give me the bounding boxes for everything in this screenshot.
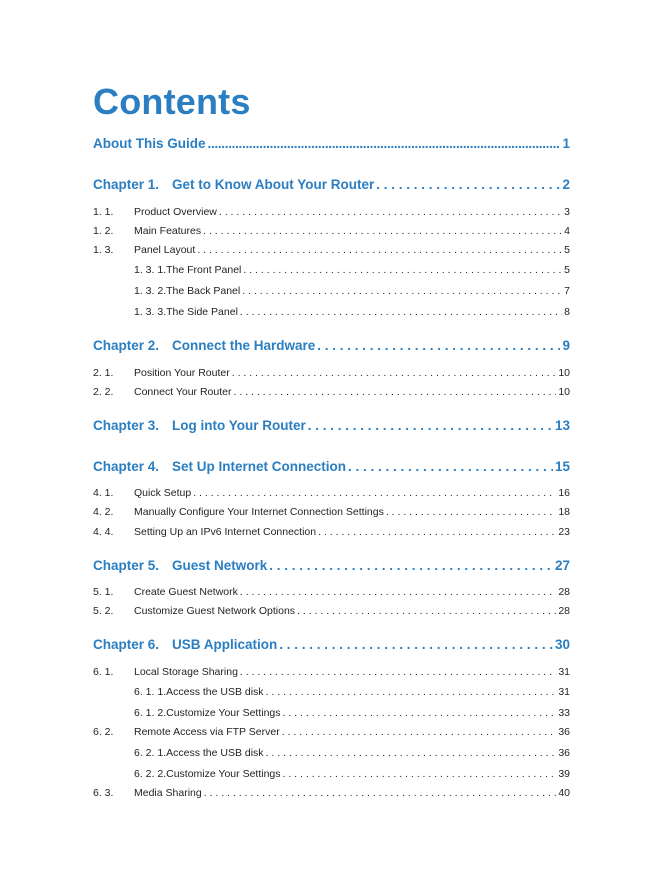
toc-page-number: 13 (554, 418, 570, 433)
toc-entry-label: About This Guide (93, 136, 206, 151)
leader-dots (242, 285, 562, 297)
section-title: Remote Access via FTP Server (134, 726, 280, 738)
toc-entry-about[interactable] (93, 136, 570, 151)
toc-subsection[interactable] (134, 306, 570, 318)
subsection-title: 6. 2. 1.Access the USB disk (134, 747, 264, 759)
section-number: 2. 1. (93, 367, 114, 379)
toc-page-number: 23 (558, 526, 570, 538)
leader-dots (318, 526, 556, 538)
toc-section[interactable] (93, 386, 570, 398)
chapter-title: USB Application (172, 637, 278, 652)
toc-page-number: 5 (564, 244, 570, 256)
leader-dots (240, 306, 562, 318)
leader-dots (208, 136, 561, 151)
toc-section[interactable] (93, 225, 570, 237)
leader-dots (283, 768, 557, 780)
toc-subsection[interactable] (134, 747, 570, 759)
chapter-number: Chapter 2. (93, 338, 160, 353)
toc-page-number: 10 (558, 386, 570, 398)
chapter-number: Chapter 4. (93, 459, 160, 474)
toc-page-number: 9 (562, 338, 570, 353)
toc-section[interactable] (93, 367, 570, 379)
leader-dots (282, 726, 557, 738)
leader-dots (348, 459, 553, 474)
toc-section[interactable] (93, 506, 570, 518)
section-title: Customize Guest Network Options (134, 605, 296, 617)
toc-section[interactable] (93, 244, 570, 256)
toc-section[interactable] (93, 487, 570, 499)
toc-page-number: 10 (558, 367, 570, 379)
toc-section[interactable] (93, 586, 570, 598)
section-title: Product Overview (134, 206, 217, 218)
subsection-title: 1. 3. 1.The Front Panel (134, 264, 242, 276)
section-number: 5. 2. (93, 605, 114, 617)
leader-dots (279, 637, 553, 652)
subsection-title: 6. 1. 1.Access the USB disk (134, 686, 264, 698)
chapter-title: Guest Network (172, 558, 268, 573)
section-title: Local Storage Sharing (134, 666, 238, 678)
section-number: 6. 2. (93, 726, 114, 738)
leader-dots (317, 338, 560, 353)
toc-section[interactable] (93, 526, 570, 538)
toc-page-number: 4 (564, 225, 570, 237)
section-number: 1. 2. (93, 225, 114, 237)
toc-subsection[interactable] (134, 707, 570, 719)
toc-page-number: 16 (558, 487, 570, 499)
toc-subsection[interactable] (134, 285, 570, 297)
leader-dots (219, 206, 562, 218)
leader-dots (269, 558, 553, 573)
toc-chapter-5[interactable] (93, 558, 570, 573)
subsection-title: 1. 3. 2.The Back Panel (134, 285, 241, 297)
section-number: 4. 2. (93, 506, 114, 518)
chapter-title: Get to Know About Your Router (172, 177, 375, 192)
leader-dots (376, 177, 560, 192)
leader-dots (283, 707, 557, 719)
leader-dots (203, 225, 562, 237)
leader-dots (266, 747, 557, 759)
section-number: 5. 1. (93, 586, 114, 598)
toc-chapter-6[interactable] (93, 637, 570, 652)
toc-section[interactable] (93, 787, 570, 799)
chapter-title: Connect the Hardware (172, 338, 316, 353)
section-number: 1. 3. (93, 244, 114, 256)
toc-page-number: 7 (564, 285, 570, 297)
subsection-title: 6. 2. 2.Customize Your Settings (134, 768, 281, 780)
subsection-title: 1. 3. 3.The Side Panel (134, 306, 238, 318)
toc-section[interactable] (93, 605, 570, 617)
toc-page-number: 1 (562, 136, 570, 151)
toc-section[interactable] (93, 666, 570, 678)
leader-dots (243, 264, 562, 276)
leader-dots (240, 666, 556, 678)
toc-page-number: 36 (558, 747, 570, 759)
toc-page-number: 15 (554, 459, 570, 474)
toc-page-number: 2 (562, 177, 570, 192)
section-title: Setting Up an IPv6 Internet Connection (134, 526, 317, 538)
toc-subsection[interactable] (134, 768, 570, 780)
chapter-number: Chapter 1. (93, 177, 160, 192)
toc-subsection[interactable] (134, 686, 570, 698)
toc-chapter-3[interactable] (93, 418, 570, 433)
toc-section[interactable] (93, 726, 570, 738)
leader-dots (232, 367, 557, 379)
subsection-title: 6. 1. 2.Customize Your Settings (134, 707, 281, 719)
leader-dots (193, 487, 556, 499)
toc-chapter-1[interactable] (93, 177, 570, 192)
toc-page-number: 8 (564, 306, 570, 318)
toc-page-number: 5 (564, 264, 570, 276)
toc-page-number: 3 (564, 206, 570, 218)
section-title: Panel Layout (134, 244, 196, 256)
leader-dots (308, 418, 553, 433)
toc-chapter-4[interactable] (93, 459, 570, 474)
toc-page-number: 36 (558, 726, 570, 738)
chapter-title: Set Up Internet Connection (172, 459, 347, 474)
chapter-number: Chapter 5. (93, 558, 160, 573)
section-title: Position Your Router (134, 367, 230, 379)
toc-page-number: 28 (558, 586, 570, 598)
chapter-number: Chapter 6. (93, 637, 160, 652)
chapter-number: Chapter 3. (93, 418, 160, 433)
leader-dots (197, 244, 562, 256)
leader-dots (233, 386, 556, 398)
section-number: 4. 4. (93, 526, 114, 538)
section-title: Media Sharing (134, 787, 202, 799)
section-title: Quick Setup (134, 487, 192, 499)
section-title: Main Features (134, 225, 202, 237)
toc-page-number: 33 (558, 707, 570, 719)
leader-dots (386, 506, 556, 518)
section-number: 4. 1. (93, 487, 114, 499)
section-number: 6. 1. (93, 666, 114, 678)
section-title: Connect Your Router (134, 386, 232, 398)
chapter-title: Log into Your Router (172, 418, 306, 433)
leader-dots (240, 586, 556, 598)
section-number: 2. 2. (93, 386, 114, 398)
page-title: Contents (93, 81, 251, 122)
toc-page-number: 31 (558, 666, 570, 678)
toc-page-number: 39 (558, 768, 570, 780)
section-number: 1. 1. (93, 206, 114, 218)
toc-page-number: 28 (558, 605, 570, 617)
toc-subsection[interactable] (134, 264, 570, 276)
leader-dots (266, 686, 557, 698)
toc-chapter-2[interactable] (93, 338, 570, 353)
section-title: Create Guest Network (134, 586, 238, 598)
toc-page-number: 31 (558, 686, 570, 698)
toc-page-number: 40 (558, 787, 570, 799)
leader-dots (297, 605, 556, 617)
leader-dots (204, 787, 557, 799)
section-number: 6. 3. (93, 787, 114, 799)
section-title: Manually Configure Your Internet Connection Settings (134, 506, 384, 518)
toc-page-number: 18 (558, 506, 570, 518)
toc-section[interactable] (93, 206, 570, 218)
toc-page-number: 27 (554, 558, 570, 573)
toc-page-number: 30 (554, 637, 570, 652)
